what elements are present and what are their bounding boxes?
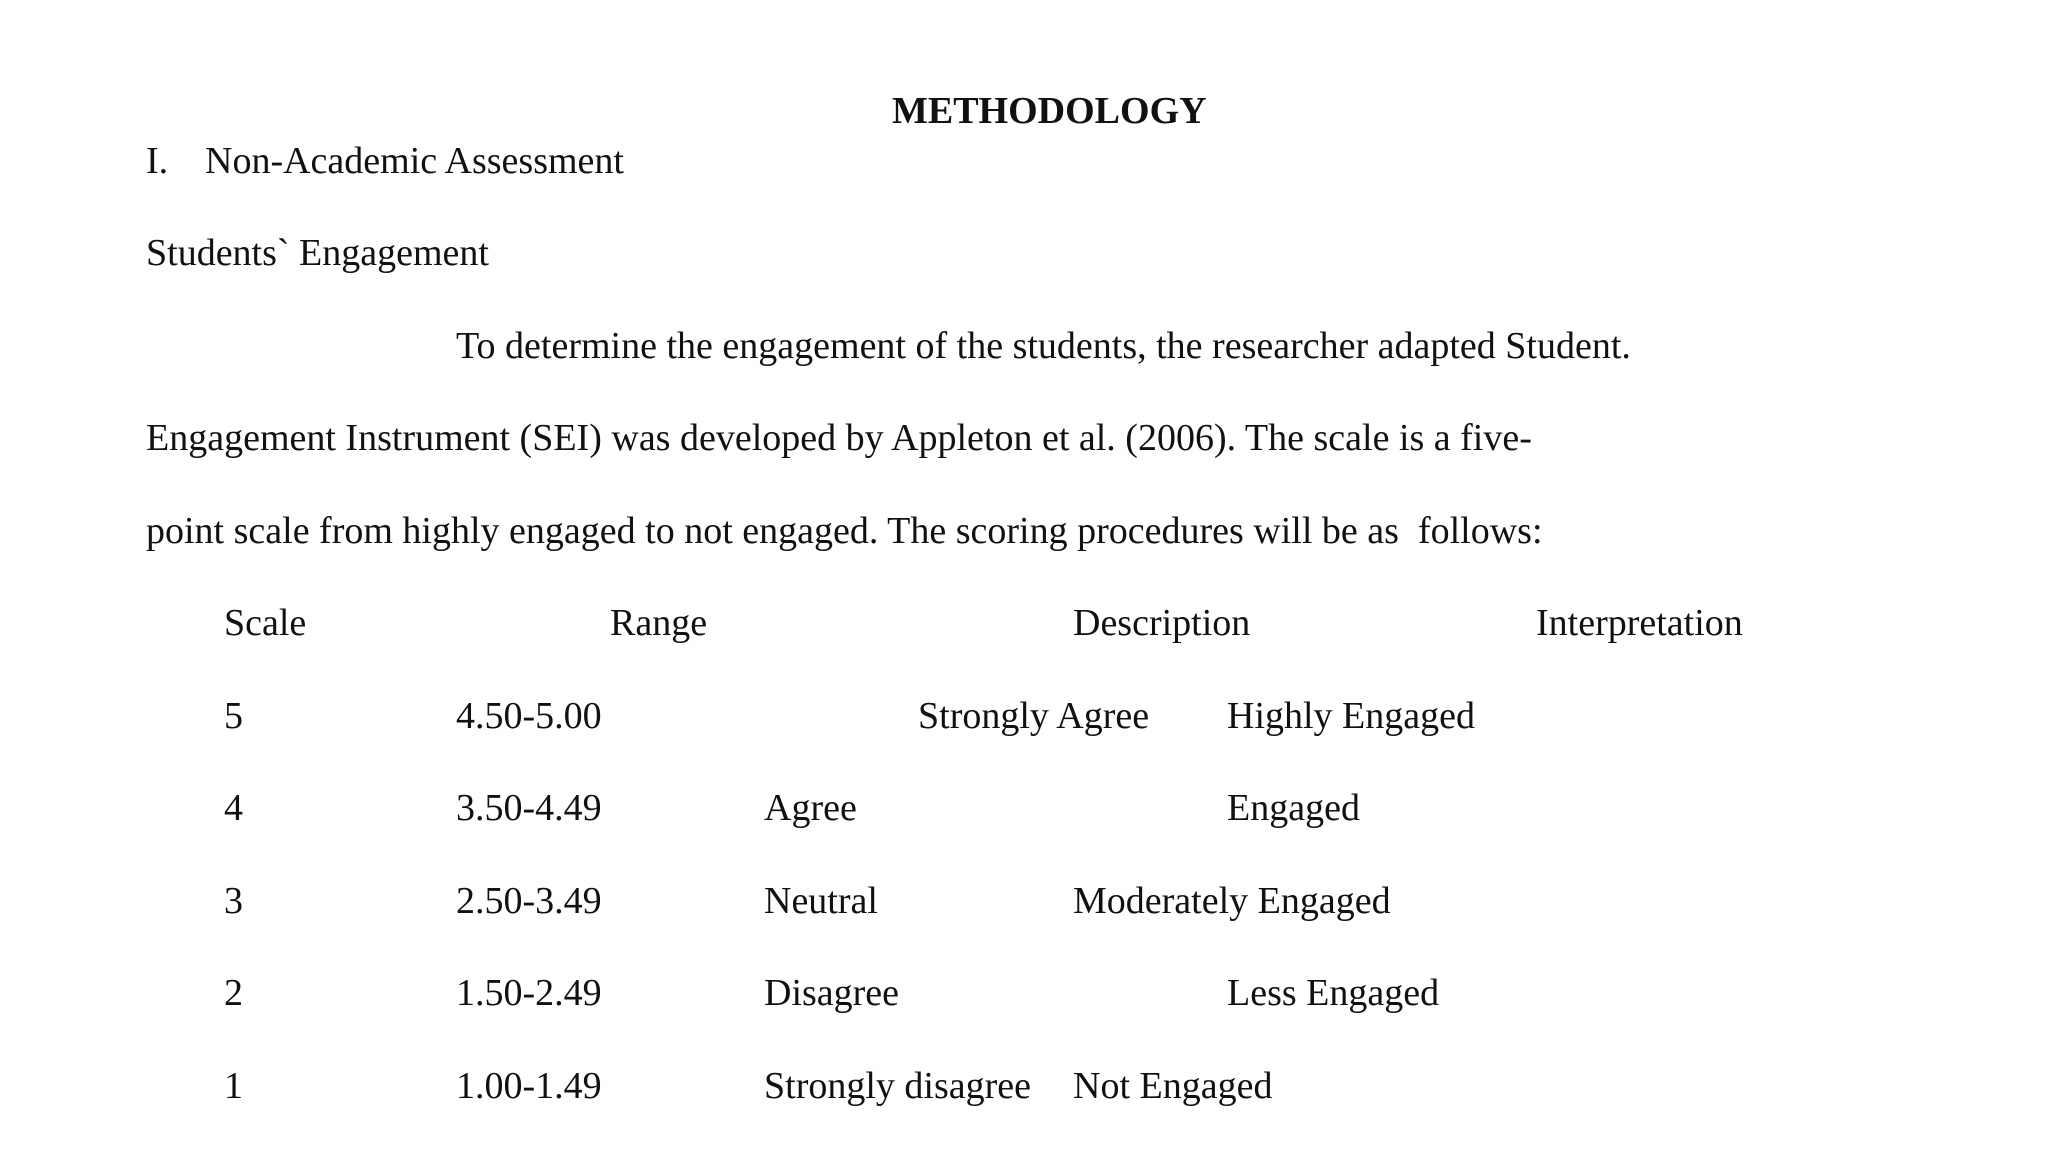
table-row-1-description: Strongly Agree bbox=[918, 695, 1150, 737]
page-title: METHODOLOGY bbox=[892, 90, 1207, 132]
table-header-range: Range bbox=[610, 602, 708, 644]
table-row-1-interpretation: Highly Engaged bbox=[1227, 695, 1476, 737]
table-row-2-scale: 4 bbox=[224, 787, 243, 829]
table-header-description: Description bbox=[1073, 602, 1251, 644]
table-header-scale: Scale bbox=[224, 602, 307, 644]
table-row-3-range: 2.50-3.49 bbox=[456, 880, 602, 922]
table-row-3-interpretation: Moderately Engaged bbox=[1073, 880, 1391, 922]
table-row-2-description: Agree bbox=[764, 787, 857, 829]
section-title: Non-Academic Assessment bbox=[205, 140, 624, 182]
table-row-3-scale: 3 bbox=[224, 880, 243, 922]
table-row-4-range: 1.50-2.49 bbox=[456, 972, 602, 1014]
paragraph-line-2: Engagement Instrument (SEI) was developed by Appleton et al. (2006). The scale is a five- bbox=[146, 417, 1532, 459]
table-row-1-range: 4.50-5.00 bbox=[456, 695, 602, 737]
table-row-4-scale: 2 bbox=[224, 972, 243, 1014]
table-row-5-interpretation: Not Engaged bbox=[1073, 1065, 1273, 1107]
table-row-5-description: Strongly disagree bbox=[764, 1065, 1032, 1107]
section-number: I. bbox=[146, 140, 169, 182]
table-row-5-scale: 1 bbox=[224, 1065, 243, 1107]
table-row-3-description: Neutral bbox=[764, 880, 878, 922]
subheading: Students` Engagement bbox=[146, 232, 489, 274]
table-row-2-range: 3.50-4.49 bbox=[456, 787, 602, 829]
table-header-interpretation: Interpretation bbox=[1536, 602, 1743, 644]
paragraph-line-1: To determine the engagement of the students, the researcher adapted Student. bbox=[456, 325, 1631, 367]
table-row-1-scale: 5 bbox=[224, 695, 243, 737]
table-row-4-description: Disagree bbox=[764, 972, 900, 1014]
paragraph-line-3: point scale from highly engaged to not engaged. The scoring procedures will be as follows: bbox=[146, 510, 1543, 552]
table-row-5-range: 1.00-1.49 bbox=[456, 1065, 602, 1107]
table-row-4-interpretation: Less Engaged bbox=[1227, 972, 1440, 1014]
table-row-2-interpretation: Engaged bbox=[1227, 787, 1360, 829]
